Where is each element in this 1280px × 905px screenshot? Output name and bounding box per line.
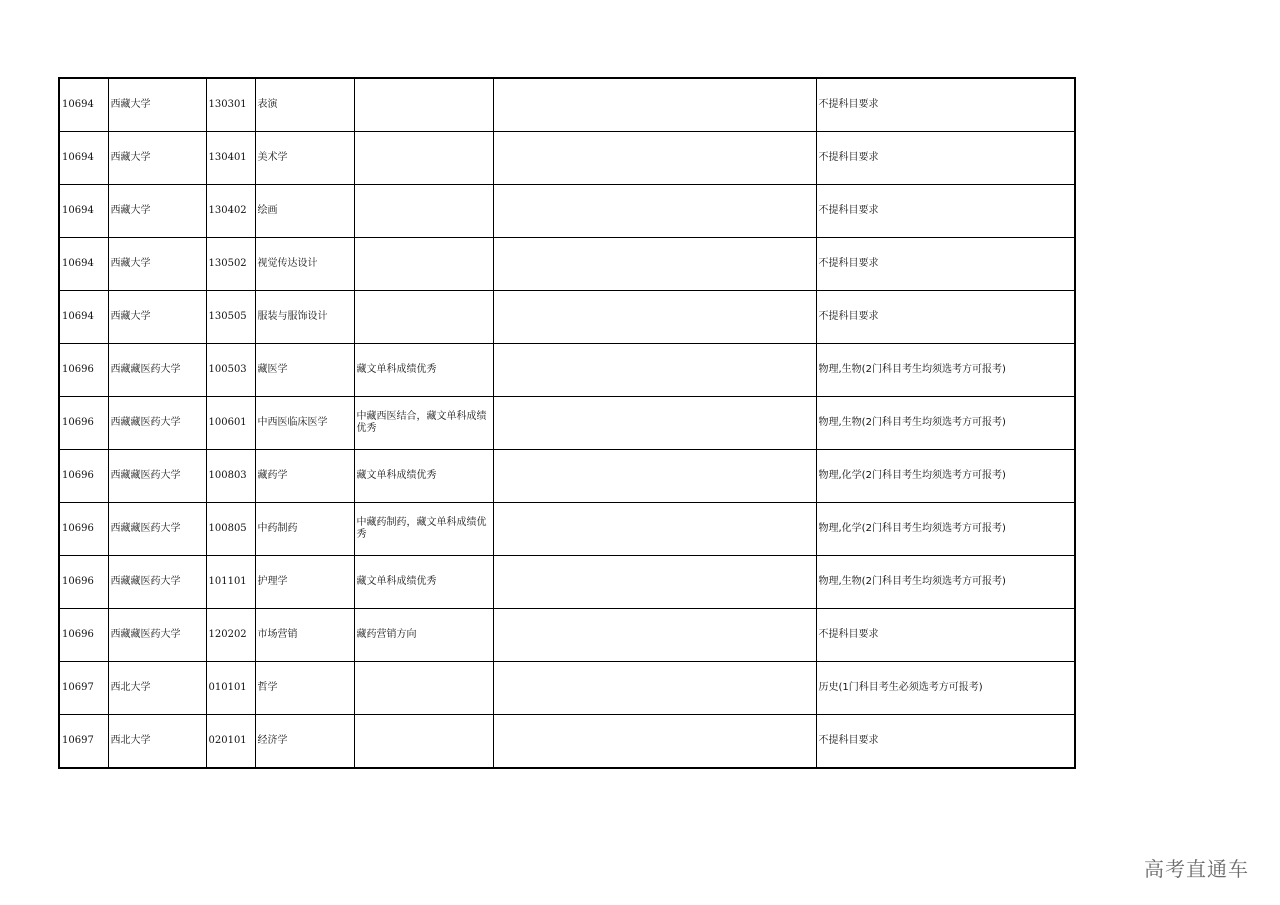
cell-major-note: 中藏西医结合，藏文单科成绩优秀	[354, 397, 493, 450]
cell-school-code: 10696	[59, 397, 108, 450]
cell-major-code: 130502	[206, 238, 255, 291]
cell-school-name: 西藏藏医药大学	[108, 503, 206, 556]
cell-major-name: 藏医学	[255, 344, 354, 397]
table-row	[59, 185, 1075, 238]
cell-subject-requirement: 不提科目要求	[816, 185, 1075, 238]
cell-major-name: 美术学	[255, 132, 354, 185]
cell-school-code: 10694	[59, 185, 108, 238]
cell-school-code: 10694	[59, 132, 108, 185]
table-row	[59, 397, 1075, 450]
cell-major-code: 100503	[206, 344, 255, 397]
table-row	[59, 291, 1075, 344]
cell-school-code: 10694	[59, 291, 108, 344]
cell-empty	[493, 715, 816, 769]
cell-empty	[493, 397, 816, 450]
cell-major-note: 中藏药制药，藏文单科成绩优秀	[354, 503, 493, 556]
cell-major-name: 视觉传达设计	[255, 238, 354, 291]
cell-major-note	[354, 715, 493, 769]
cell-school-code: 10696	[59, 503, 108, 556]
cell-major-name: 藏药学	[255, 450, 354, 503]
cell-major-name: 经济学	[255, 715, 354, 769]
cell-major-note: 藏文单科成绩优秀	[354, 450, 493, 503]
cell-school-name: 西藏藏医药大学	[108, 556, 206, 609]
cell-school-name: 西北大学	[108, 662, 206, 715]
table-row	[59, 450, 1075, 503]
cell-school-code: 10694	[59, 238, 108, 291]
cell-major-code: 100803	[206, 450, 255, 503]
cell-major-code: 130301	[206, 78, 255, 132]
table-row	[59, 715, 1075, 769]
cell-major-note	[354, 238, 493, 291]
cell-school-name: 西藏大学	[108, 185, 206, 238]
table-row	[59, 503, 1075, 556]
cell-empty	[493, 503, 816, 556]
cell-major-code: 130505	[206, 291, 255, 344]
cell-subject-requirement: 不提科目要求	[816, 291, 1075, 344]
cell-empty	[493, 450, 816, 503]
cell-major-note: 藏文单科成绩优秀	[354, 556, 493, 609]
cell-major-name: 护理学	[255, 556, 354, 609]
cell-major-name: 中药制药	[255, 503, 354, 556]
cell-subject-requirement: 不提科目要求	[816, 132, 1075, 185]
cell-major-code: 101101	[206, 556, 255, 609]
cell-empty	[493, 291, 816, 344]
cell-school-name: 西藏藏医药大学	[108, 450, 206, 503]
cell-major-name: 市场营销	[255, 609, 354, 662]
cell-school-name: 西藏藏医药大学	[108, 344, 206, 397]
cell-major-name: 中西医临床医学	[255, 397, 354, 450]
table-row	[59, 238, 1075, 291]
cell-school-name: 西藏藏医药大学	[108, 609, 206, 662]
cell-major-name: 绘画	[255, 185, 354, 238]
cell-empty	[493, 556, 816, 609]
cell-subject-requirement: 历史(1门科目考生必须选考方可报考)	[816, 662, 1075, 715]
cell-major-code: 010101	[206, 662, 255, 715]
cell-major-code: 130401	[206, 132, 255, 185]
cell-subject-requirement: 物理,化学(2门科目考生均须选考方可报考)	[816, 503, 1075, 556]
cell-major-note	[354, 291, 493, 344]
cell-major-note	[354, 662, 493, 715]
cell-school-name: 西北大学	[108, 715, 206, 769]
table-row	[59, 662, 1075, 715]
cell-major-note	[354, 185, 493, 238]
table-row	[59, 132, 1075, 185]
cell-major-note: 藏药营销方向	[354, 609, 493, 662]
cell-school-code: 10696	[59, 609, 108, 662]
table-row	[59, 344, 1075, 397]
cell-major-code: 100601	[206, 397, 255, 450]
admission-requirements-table	[58, 77, 1076, 769]
cell-school-name: 西藏大学	[108, 132, 206, 185]
cell-school-name: 西藏大学	[108, 238, 206, 291]
cell-major-name: 服装与服饰设计	[255, 291, 354, 344]
cell-subject-requirement: 物理,化学(2门科目考生均须选考方可报考)	[816, 450, 1075, 503]
cell-school-name: 西藏大学	[108, 291, 206, 344]
cell-major-note	[354, 132, 493, 185]
table-body	[59, 78, 1075, 768]
cell-school-code: 10696	[59, 344, 108, 397]
table-row	[59, 78, 1075, 132]
cell-school-name: 西藏大学	[108, 78, 206, 132]
cell-empty	[493, 238, 816, 291]
cell-major-code: 120202	[206, 609, 255, 662]
cell-empty	[493, 662, 816, 715]
cell-subject-requirement: 不提科目要求	[816, 78, 1075, 132]
cell-major-name: 哲学	[255, 662, 354, 715]
cell-school-code: 10696	[59, 556, 108, 609]
cell-empty	[493, 609, 816, 662]
cell-school-name: 西藏藏医药大学	[108, 397, 206, 450]
cell-empty	[493, 78, 816, 132]
cell-subject-requirement: 物理,生物(2门科目考生均须选考方可报考)	[816, 556, 1075, 609]
cell-subject-requirement: 物理,生物(2门科目考生均须选考方可报考)	[816, 397, 1075, 450]
cell-major-code: 100805	[206, 503, 255, 556]
cell-subject-requirement: 不提科目要求	[816, 609, 1075, 662]
table-row	[59, 556, 1075, 609]
cell-empty	[493, 185, 816, 238]
cell-school-code: 10696	[59, 450, 108, 503]
cell-major-name: 表演	[255, 78, 354, 132]
cell-major-code: 130402	[206, 185, 255, 238]
cell-subject-requirement: 物理,生物(2门科目考生均须选考方可报考)	[816, 344, 1075, 397]
cell-subject-requirement: 不提科目要求	[816, 715, 1075, 769]
watermark-text: 高考直通车	[1144, 857, 1249, 881]
cell-major-code: 020101	[206, 715, 255, 769]
cell-major-note	[354, 78, 493, 132]
cell-school-code: 10697	[59, 662, 108, 715]
cell-empty	[493, 344, 816, 397]
cell-school-code: 10694	[59, 78, 108, 132]
cell-empty	[493, 132, 816, 185]
cell-subject-requirement: 不提科目要求	[816, 238, 1075, 291]
table-row	[59, 609, 1075, 662]
cell-school-code: 10697	[59, 715, 108, 769]
cell-major-note: 藏文单科成绩优秀	[354, 344, 493, 397]
